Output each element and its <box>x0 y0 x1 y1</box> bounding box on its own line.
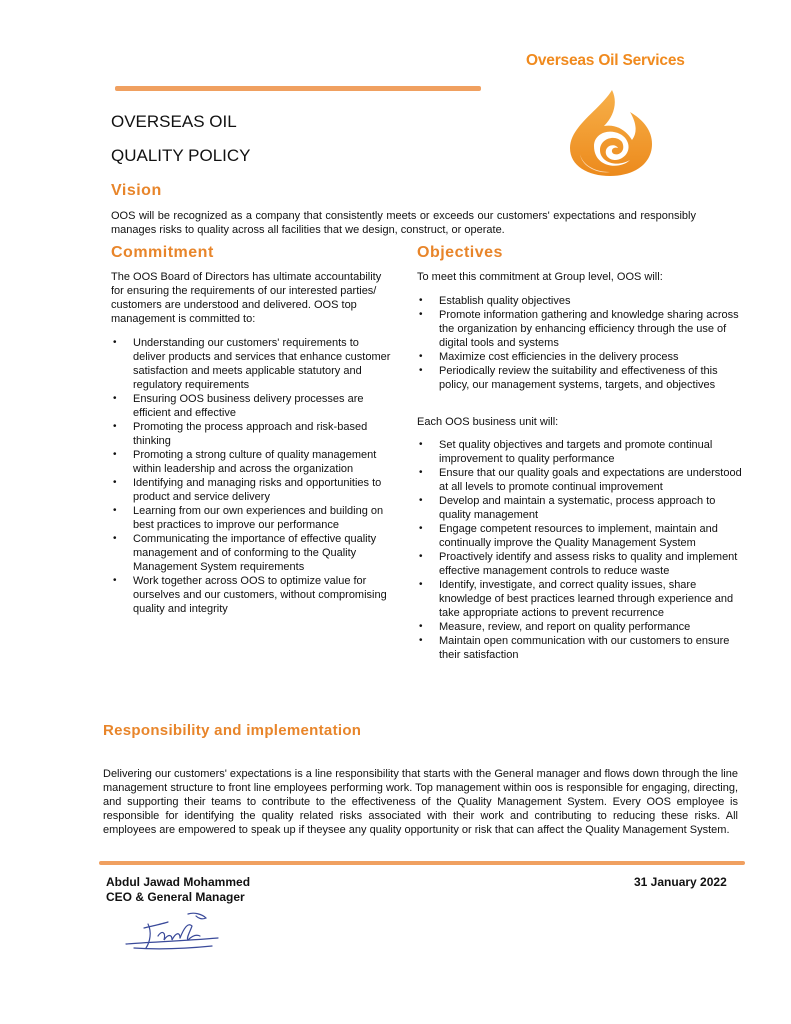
list-item: • Set quality objectives and targets and promote continual improvement to quality performance <box>417 438 742 466</box>
list-item: • Learning from our own experiences and building on best practices to improve our performance <box>111 504 391 532</box>
list-item: • Establish quality objectives <box>417 294 742 308</box>
signatory-title: CEO & General Manager <box>106 890 245 904</box>
business-unit-list <box>417 438 742 662</box>
flame-drop-logo-icon <box>560 88 660 176</box>
objectives-heading: Objectives <box>417 244 503 261</box>
list-item: • Measure, review, and report on quality performance <box>417 620 742 634</box>
list-item: • Promoting a strong culture of quality management within leadership and across the organization <box>111 448 391 476</box>
responsibility-text: Delivering our customers' expectations is a line responsibility that starts with the General manager and flows down through the line management structure to front line employees performing work. Top management within oos is responsible for engaging, directing, and supporting their teams to contribute to the effectiveness of the Quality Management System. Every OOS employee is responsible for identifying the quality related risks associated with their work and contributing to reducing these risks. All employees are empowered to speak up if theysee any quality opportunity or risk that can affect the Quality Management System. <box>103 768 738 836</box>
list-item: • Ensure that our quality goals and expectations are understood at all levels to promote continual improvement <box>417 466 742 494</box>
list-item: • Identifying and managing risks and opportunities to product and service delivery <box>111 476 391 504</box>
signatory-name: Abdul Jawad Mohammed <box>106 875 251 889</box>
list-item: • Ensuring OOS business delivery processes are efficient and effective <box>111 392 391 420</box>
list-item: • Develop and maintain a systematic, process approach to quality management <box>417 494 742 522</box>
brand-name: Overseas Oil Services <box>526 52 685 69</box>
business-unit-intro: Each OOS business unit will: <box>417 416 559 428</box>
commitment-list <box>111 336 391 616</box>
policy-title: QUALITY POLICY <box>111 146 251 165</box>
responsibility-heading: Responsibility and implementation <box>103 722 362 739</box>
group-objectives-list <box>417 294 742 392</box>
vision-text: OOS will be recognized as a company that consistently meets or exceeds our customers' expectations and responsibly manages risks to quality across all facilities that we design, construct, or operate. <box>111 210 696 236</box>
list-item: • Engage competent resources to implement, maintain and continually improve the Quality Management System <box>417 522 742 550</box>
company-title: OVERSEAS OIL <box>111 112 237 131</box>
list-item: • Maximize cost efficiencies in the delivery process <box>417 350 742 364</box>
handwritten-signature-icon <box>122 908 222 954</box>
list-item: • Communicating the importance of effective quality management and of conforming to the Quality Management System requirements <box>111 532 391 574</box>
list-item: • Maintain open communication with our customers to ensure their satisfaction <box>417 634 742 662</box>
list-item: • Proactively identify and assess risks to quality and implement effective management controls to reduce waste <box>417 550 742 578</box>
list-item: • Identify, investigate, and correct quality issues, share knowledge of best practices learned through experience and take appropriate actions to prevent recurrence <box>417 578 742 620</box>
vision-heading: Vision <box>111 182 162 199</box>
header-divider <box>115 86 481 91</box>
commitment-heading: Commitment <box>111 244 214 261</box>
list-item: • Understanding our customers' requirements to deliver products and services that enhance customer satisfaction and meets applicable statutory and regulatory requirements <box>111 336 391 392</box>
list-item: • Periodically review the suitability and effectiveness of this policy, our management systems, targets, and objectives <box>417 364 742 392</box>
list-item: • Promote information gathering and knowledge sharing across the organization by enhancing efficiency through the use of digital tools and systems <box>417 308 742 350</box>
objectives-intro: To meet this commitment at Group level, OOS will: <box>417 271 663 283</box>
commitment-intro: The OOS Board of Directors has ultimate accountability for ensuring the requirements of our interested parties/ customers are understood and delivered. OOS top management is committed to: <box>111 271 382 325</box>
signoff-date: 31 January 2022 <box>634 875 727 889</box>
list-item: • Work together across OOS to optimize value for ourselves and our customers, without compromising quality and integrity <box>111 574 391 616</box>
footer-divider <box>99 861 745 865</box>
list-item: • Promoting the process approach and risk-based thinking <box>111 420 391 448</box>
